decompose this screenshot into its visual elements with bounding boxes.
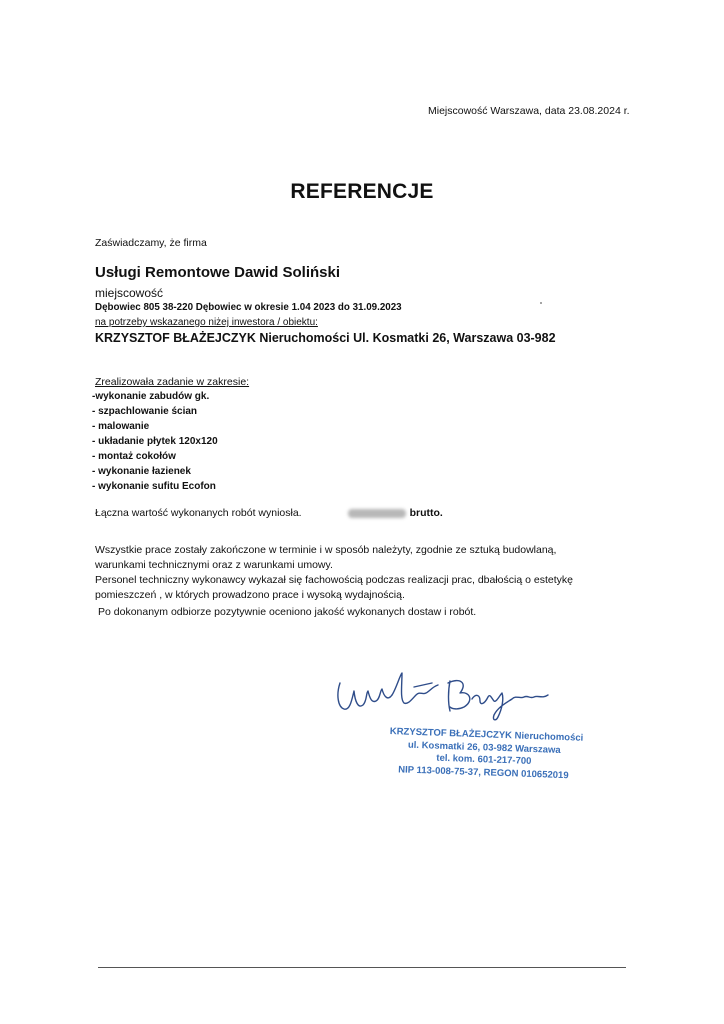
scope-heading: Zrealizowała zadanie w zakresie: [95,376,250,388]
redacted-amount [348,509,406,518]
scope-list [92,389,218,494]
company-name: Usługi Remontowe Dawid Soliński [95,264,341,281]
footer-divider [98,967,626,968]
place-date: Miejscowość Warszawa, data 23.08.2024 r. [428,105,630,117]
stamp-line: tel. kom. 601-217-700 [436,752,532,767]
scope-item: -wykonanie zabudów gk. [92,391,210,402]
investor-name: KRZYSZTOF BŁAŻEJCZYK Nieruchomości Ul. Kosmatki 26, Warszawa 03-982 [95,331,556,345]
total-value-line [95,507,443,519]
total-label: Łączna wartość wykonanych robót wyniosła. [95,507,302,519]
paragraph-line: Personel techniczny wykonawcy wykazał się fachowością podczas realizacji prac, dbałością o estetykę [95,574,573,586]
scope-item: - malowanie [92,421,150,432]
purpose-text: na potrzeby wskazanego niżej inwestora / obiektu: [95,317,318,328]
company-stamp [388,726,584,783]
scope-item: - szpachlowanie ścian [92,406,198,417]
stamp-line: ul. Kosmatki 26, 03-982 Warszawa [407,739,561,756]
certify-text: Zaświadczamy, że firma [95,237,207,249]
scope-item: - wykonanie sufitu Ecofon [92,481,216,492]
scope-item: - montaż cokołów [92,451,176,462]
stamp-line: KRZYSZTOF BŁAŻEJCZYK Nieruchomości [389,726,584,744]
acceptance-paragraph [98,605,476,620]
paragraph-line: Wszystkie prace zostały zakończone w terminie i w sposób należyty, zgodnie ze sztuką budowlaną, [95,544,557,556]
paragraph-line: warunkami technicznymi oraz z warunkami umowy. [95,559,333,571]
scope-item: - wykonanie łazienek [92,466,191,477]
staff-paragraph [95,573,573,603]
completion-paragraph [95,543,556,573]
paragraph-line: pomieszczeń , w których prowadzono prace i wysoką wydajnością. [95,589,405,601]
scope-item: - układanie płytek 120x120 [92,436,218,447]
stamp-line: NIP 113-008-75-37, REGON 010652019 [398,763,569,781]
address-period: Dębowiec 805 38-220 Dębowiec w okresie 1.04 2023 do 31.09.2023 [95,302,402,313]
speck [540,302,542,304]
document-title: REFERENCJE [290,180,434,203]
paragraph-line: Po dokonanym odbiorze pozytywnie oceniono jakość wykonanych dostaw i robót. [98,606,477,618]
handwritten-signature [330,665,560,725]
total-suffix: brutto. [409,507,443,519]
locality-label: miejscowość [95,286,164,300]
